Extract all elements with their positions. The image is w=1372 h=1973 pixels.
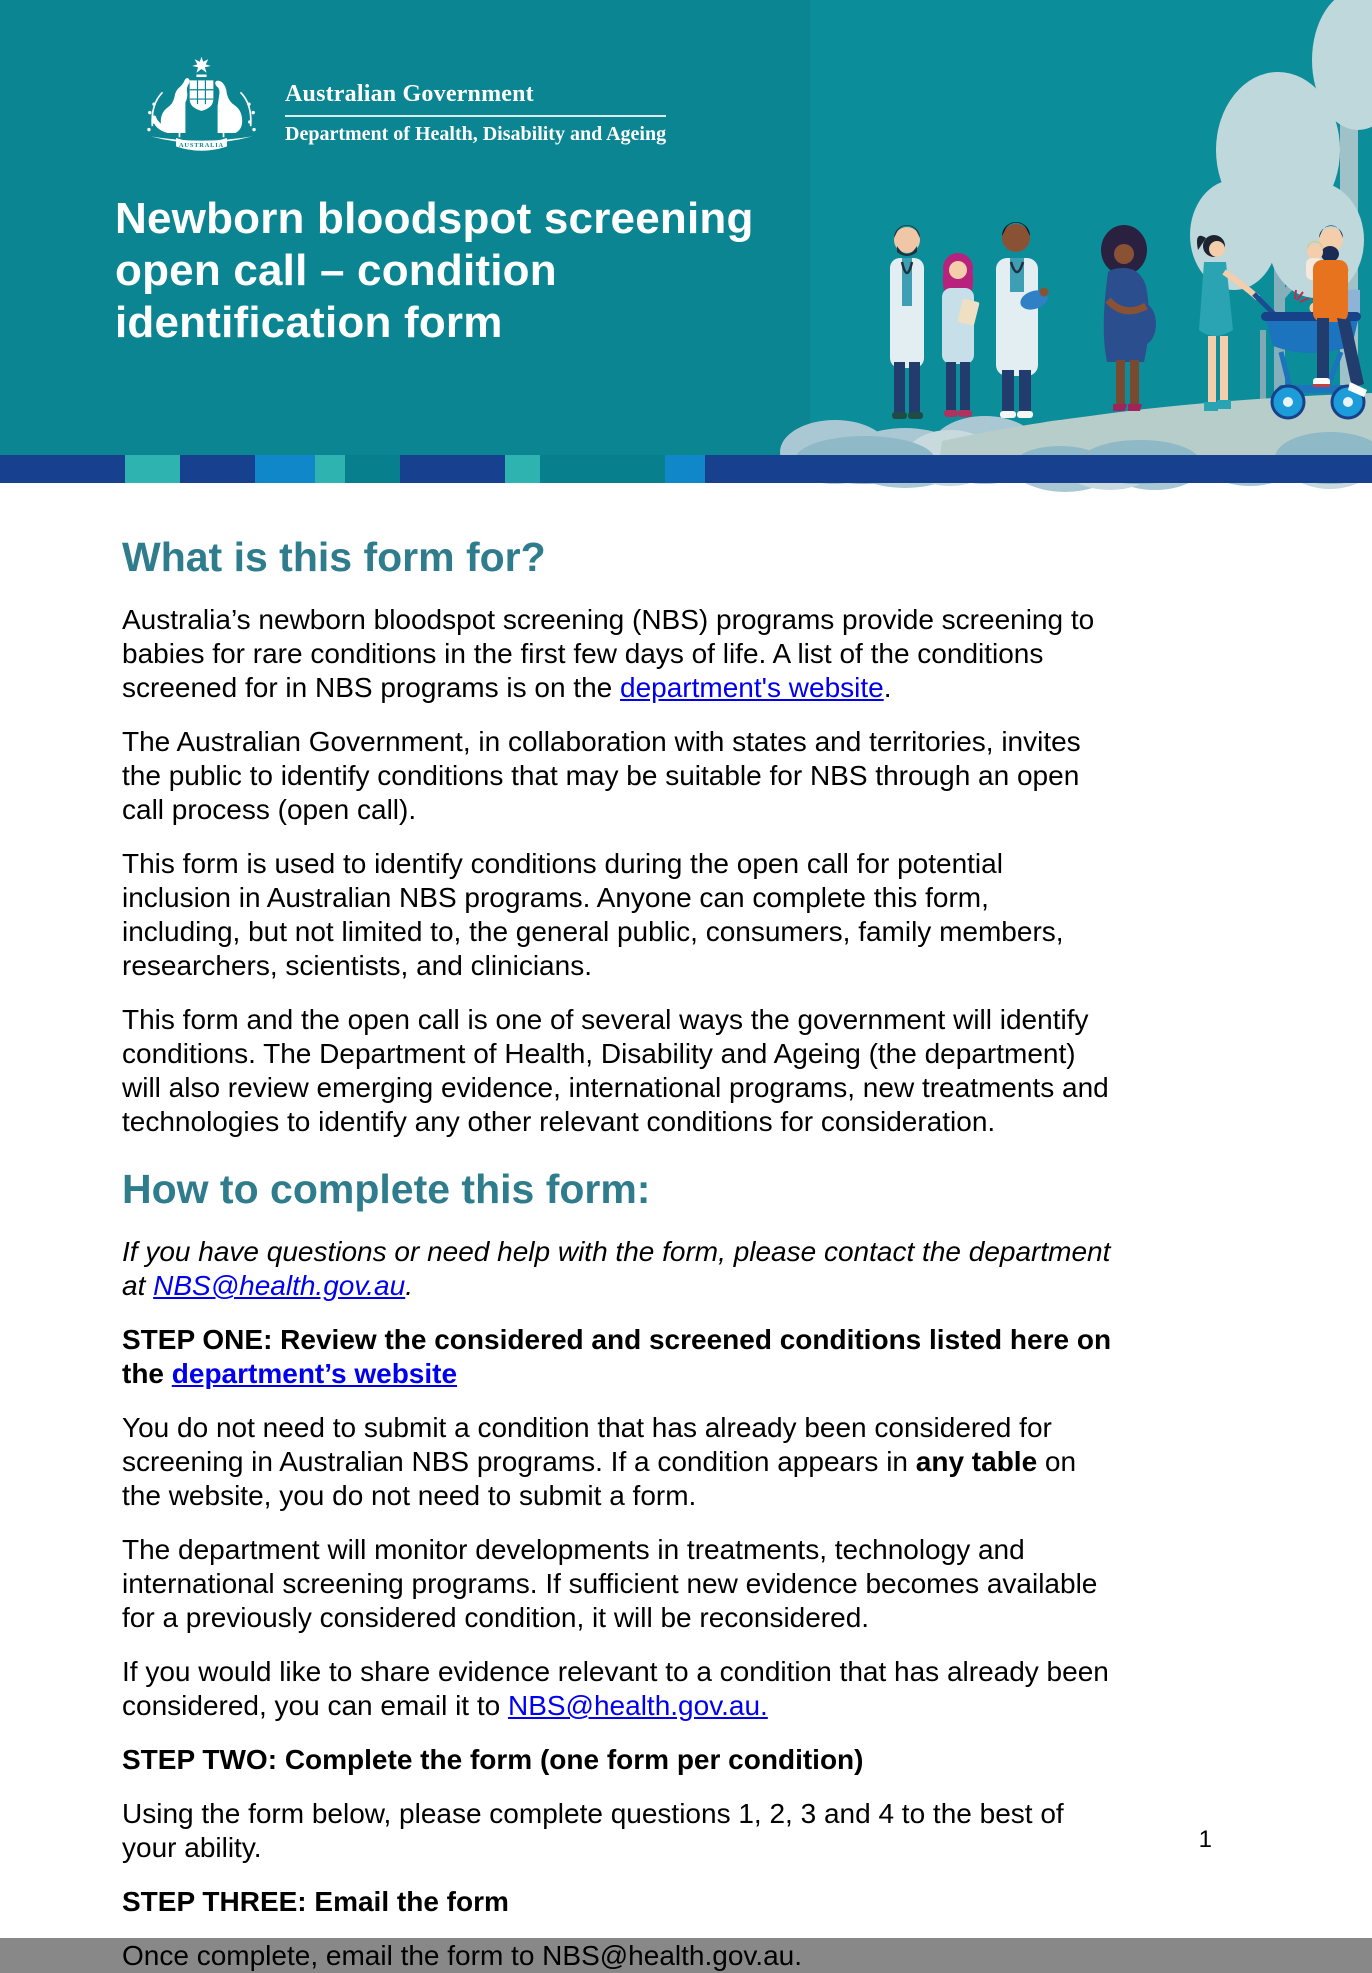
departments-website-link[interactable]: department's website: [620, 672, 884, 703]
section-heading-what: What is this form for?: [122, 534, 546, 580]
logo-dept-name: Department of Health, Disability and Ageing: [285, 123, 667, 145]
color-bar-segment-navy: [400, 455, 505, 483]
nbs-email-link[interactable]: NBS@health.gov.au: [153, 1270, 406, 1301]
page-content: [0, 533, 1372, 1973]
share-evidence-email-link[interactable]: NBS@health.gov.au.: [507, 1690, 768, 1721]
color-bar-segment-teal: [345, 455, 400, 483]
logo-divider: [285, 115, 666, 117]
color-bar-segment-turquoise: [125, 455, 180, 483]
color-bar-segment-blue: [255, 455, 315, 483]
color-bar-segment-turquoise: [505, 455, 540, 483]
paragraph-open-call: The Australian Government, in collaboration with states and territories, invites the public to identify conditions that may be suitable for NBS through an open call process (open call).: [122, 726, 1081, 825]
color-bar-segment-navy: [180, 455, 255, 483]
color-bar-segment-turquoise: [315, 455, 345, 483]
share-evidence-text: If you would like to share evidence relevant to a condition that has already been considered, you can email it to: [122, 1656, 1109, 1721]
crest-star: [192, 57, 211, 73]
coat-of-arms-icon: [138, 55, 265, 155]
header-illustration: [810, 0, 1372, 455]
color-bar-segment-navy: [0, 455, 125, 483]
paragraph-no-need: [122, 1411, 1112, 1513]
paragraph-intro-text: Australia’s newborn bloodspot screening (NBS) programs provide screening to babies for rare conditions in the first few days of life. A list of the conditions screened for in NBS programs is on the: [122, 604, 1095, 703]
page-number: 1: [1198, 1826, 1212, 1853]
page-header: [0, 0, 1372, 455]
section-heading-how: How to complete this form:: [122, 1166, 651, 1212]
color-bar-segment-navy: [705, 455, 1372, 483]
crest-banner-text: AUSTRALIA: [179, 141, 224, 149]
any-table-bold: any table: [915, 1446, 1038, 1477]
color-bar: [0, 455, 1372, 483]
header-left: [0, 0, 810, 455]
paragraph-intro-period: .: [883, 672, 892, 703]
step-three-heading: STEP THREE: Email the form: [122, 1886, 509, 1917]
contact-note-text: If you have questions or need help with the form, please contact the department at: [122, 1236, 1111, 1301]
logo-org-name: Australian Government: [285, 81, 534, 107]
page-title-line: Newborn bloodspot screening: [115, 194, 754, 243]
step-one-website-link[interactable]: department’s website: [171, 1358, 458, 1389]
logo-text: [285, 81, 666, 155]
no-need-text-end: on the website, you do not need to submit a form.: [122, 1446, 1077, 1511]
paragraph-contact-note: [122, 1235, 1112, 1303]
step-one-text: STEP ONE: Review the considered and screened conditions listed here on the: [122, 1324, 1112, 1389]
step-one-heading: [122, 1323, 1112, 1391]
paragraph-share-evidence: [122, 1655, 1112, 1723]
color-bar-segment-blue: [665, 455, 705, 483]
paragraph-monitor: The department will monitor developments in treatments, technology and international screening programs. If sufficient new evidence becomes available for a previously considered condition, it will be reconsidered.: [122, 1534, 1098, 1633]
page-title-line: identification form: [115, 298, 503, 347]
paragraph-form-purpose: This form is used to identify conditions during the open call for potential inclusion in Australian NBS programs. Anyone can complete this form, including, but not limited to, the general public, consumers, family members, researchers, scientists, and clinicians.: [122, 848, 1064, 981]
paragraph-using-form: Using the form below, please complete questions 1, 2, 3 and 4 to the best of your ability.: [122, 1798, 1064, 1863]
australian-government-logo: [138, 55, 810, 155]
color-bar-segment-teal: [540, 455, 665, 483]
step-two-heading: STEP TWO: Complete the form (one form per condition): [122, 1744, 864, 1775]
no-need-text: You do not need to submit a condition that has already been considered for screening in Australian NBS programs. If a condition appears in: [122, 1412, 1052, 1477]
paragraph-intro: [122, 603, 1112, 705]
contact-note-period: .: [405, 1270, 413, 1301]
paragraph-once-complete: Once complete, email the form to NBS@health.gov.au.: [122, 1940, 803, 1971]
page-title-line: open call – condition: [115, 246, 557, 295]
paragraph-other-ways: This form and the open call is one of several ways the government will identify conditions. The Department of Health, Disability and Ageing (the department) will also review emerging evidence, international programs, new treatments and technologies to identify any other relevant conditions for consideration.: [122, 1004, 1109, 1137]
page-title: [115, 193, 810, 349]
